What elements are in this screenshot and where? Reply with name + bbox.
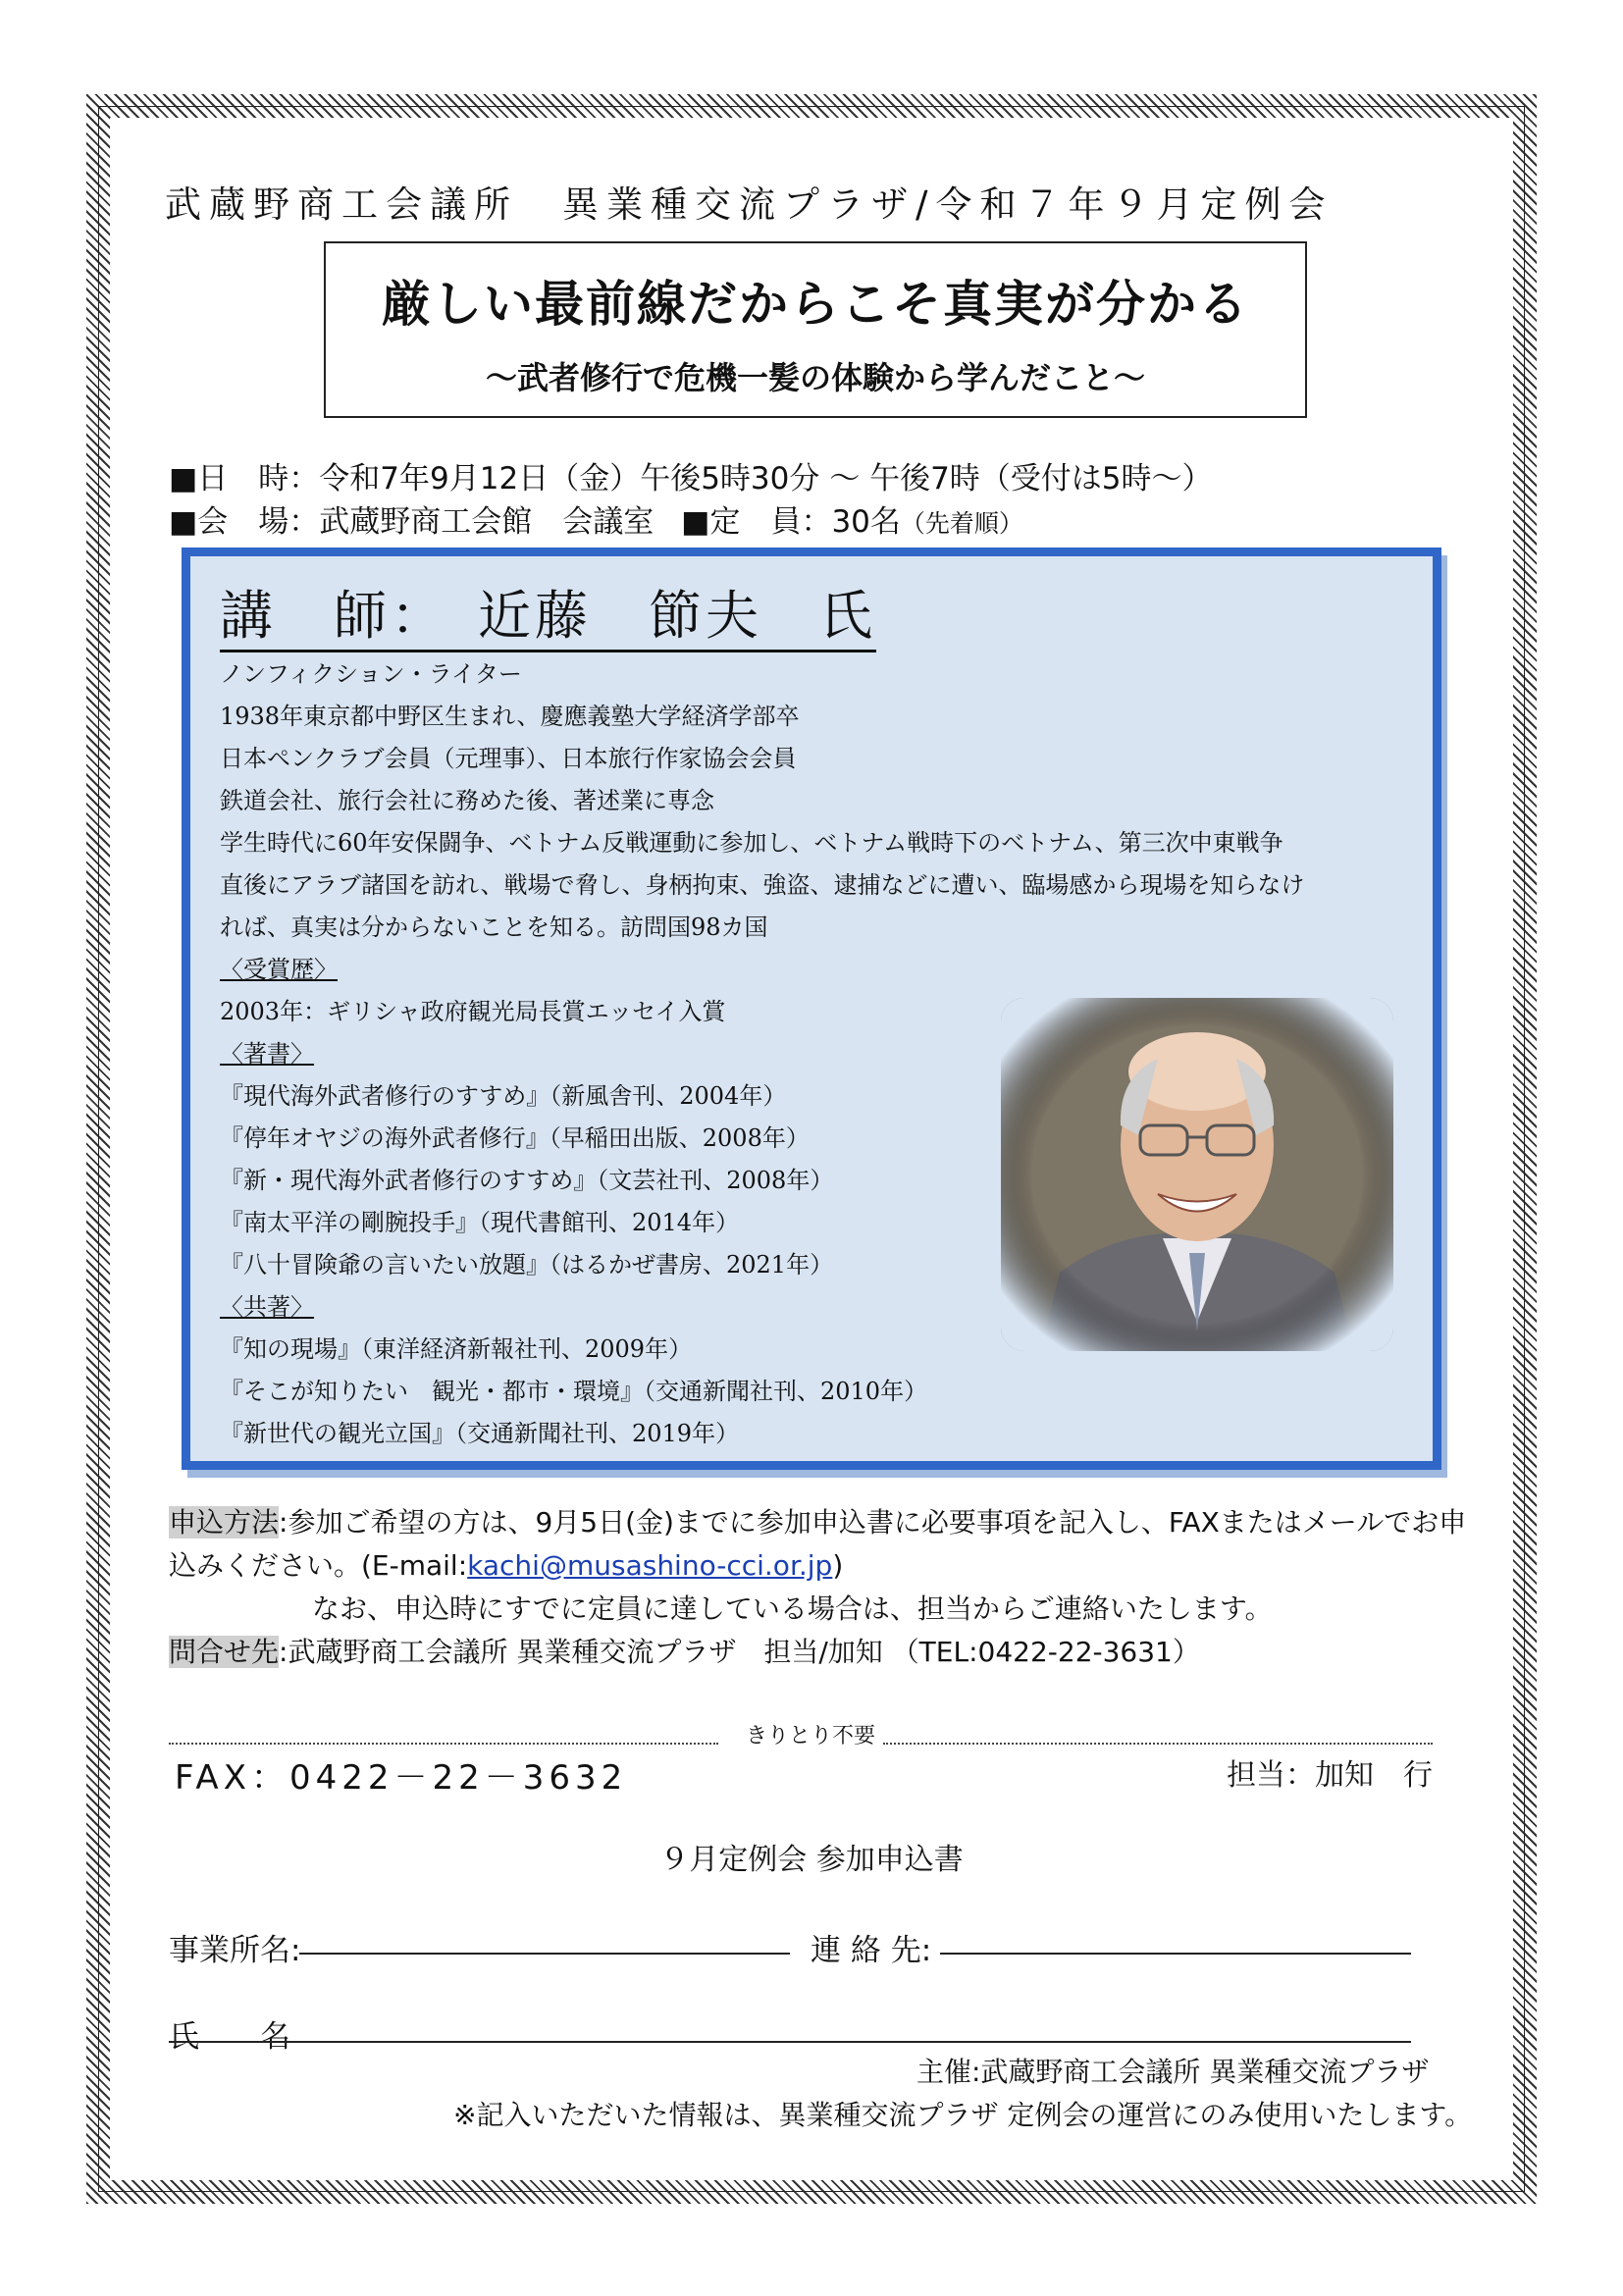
bio-line: 1938年東京都中野区生まれ、慶應義塾大学経済学部卒 — [220, 703, 800, 730]
email-link[interactable]: kachi@musashino-cci.or.jp — [467, 1549, 833, 1582]
books-heading: 〈著書〉 — [220, 1040, 314, 1068]
capacity-value: 30名 — [831, 504, 901, 540]
application-method-prefix: 込みください。(E-mail: — [169, 1549, 468, 1582]
application-method-line2 — [169, 1544, 843, 1584]
datetime-value: 令和7年9月12日（金）午後5時30分 ～ 午後7時（受付は5時～） — [319, 461, 1213, 496]
book-item: 『南太平洋の剛腕投手』（現代書館刊、2014年） — [220, 1209, 740, 1236]
header-organizer: 武蔵野商工会議所 異業種交流プラザ/令和７年９月定例会 — [165, 183, 1334, 226]
name-field[interactable] — [169, 2041, 1411, 2043]
datetime-label: ■日 時： — [169, 461, 320, 496]
coauthor-item: 『新世代の観光立国』（交通新聞社刊、2019年） — [220, 1420, 740, 1447]
contact-line — [169, 1631, 1200, 1670]
company-field[interactable] — [299, 1953, 790, 1955]
book-item: 『現代海外武者修行のすすめ』（新風舎刊、2004年） — [220, 1082, 787, 1110]
event-venue — [169, 496, 1023, 541]
application-method-suffix: ) — [832, 1549, 844, 1582]
award-item: 2003年：ギリシャ政府観光局長賞エッセイ入賞 — [220, 998, 726, 1025]
company-label: 事業所名: — [169, 1933, 301, 1968]
bio-line: 日本ペンクラブ会員（元理事）、日本旅行作家協会会員 — [220, 745, 797, 772]
bio-line: れば、真実は分からないことを知る。訪問国98カ国 — [220, 913, 768, 941]
cut-line-right — [883, 1743, 1433, 1745]
book-item: 『停年オヤジの海外武者修行』（早稲田出版、2008年） — [220, 1124, 810, 1152]
speaker-box — [182, 548, 1441, 1470]
name-label: 氏 名 — [169, 2019, 290, 2055]
main-title: 厳しい最前線だからこそ真実が分かる — [382, 276, 1249, 333]
bio-line: 鉄道会社、旅行会社に務めた後、著述業に専念 — [220, 787, 714, 814]
awards-heading: 〈受賞歴〉 — [220, 956, 338, 983]
speaker-photo — [1001, 998, 1393, 1351]
sub-title: ～武者修行で危機一髪の体験から学んだこと～ — [485, 359, 1145, 396]
bio-line: 直後にアラブ諸国を訪れ、戦場で脅し、身柄拘束、強盗、逮捕などに遭い、臨場感から現場を知らなけ — [220, 871, 1305, 899]
capacity-note: （先着順） — [900, 509, 1023, 538]
event-datetime — [169, 453, 1213, 497]
application-note: なお、申込時にすでに定員に達している場合は、担当からご連絡いたします。 — [312, 1592, 1273, 1625]
book-item: 『新・現代海外武者修行のすすめ』（文芸社刊、2008年） — [220, 1167, 834, 1194]
title-box — [324, 241, 1307, 418]
venue-value: 武蔵野商工会館 会議室 — [319, 504, 654, 540]
privacy-note: ※記入いただいた情報は、異業種交流プラザ 定例会の運営にのみ使用いたします。 — [453, 2099, 1473, 2131]
form-recipient: 担当：加知 行 — [1227, 1758, 1433, 1793]
contact-text: :武蔵野商工会議所 異業種交流プラザ 担当/加知 （TEL:0422-22-3631） — [279, 1636, 1200, 1668]
contact-field-label: 連 絡 先: — [811, 1933, 932, 1968]
speaker-portrait-image — [1001, 998, 1393, 1351]
book-item: 『八十冒険爺の言いたい放題』（はるかぜ書房、2021年） — [220, 1251, 834, 1278]
coauthor-heading: 〈共著〉 — [220, 1293, 314, 1321]
organizer-note: 主催:武蔵野商工会議所 異業種交流プラザ — [916, 2056, 1430, 2088]
application-method-line1 — [169, 1501, 1466, 1540]
capacity-label: ■定 員： — [681, 504, 832, 540]
speaker-heading: 講 師： 近藤 節夫 氏 — [220, 574, 876, 652]
cut-line-left — [169, 1743, 718, 1745]
coauthor-item: 『そこが知りたい 観光・都市・環境』（交通新聞社刊、2010年） — [220, 1378, 928, 1405]
bio-line: 学生時代に60年安保闘争、ベトナム反戦運動に参加し、ベトナム戦時下のベトナム、第三次中東戦争 — [220, 829, 1283, 857]
application-method-text: :参加ご希望の方は、9月5日(金)までに参加申込書に必要事項を記入し、FAXまたはメールでお申 — [279, 1506, 1467, 1539]
coauthor-item: 『知の現場』（東洋経済新報社刊、2009年） — [220, 1335, 693, 1363]
contact-label: 問合せ先 — [169, 1636, 280, 1668]
contact-field[interactable] — [940, 1953, 1411, 1955]
venue-label: ■会 場： — [169, 504, 320, 540]
cut-note: きりとり不要 — [746, 1724, 876, 1748]
fax-number: FAX：0422－22－3632 — [175, 1758, 628, 1798]
speaker-profession: ノンフィクション・ライター — [220, 660, 522, 688]
form-title: ９月定例会 参加申込書 — [659, 1843, 964, 1877]
application-method-label: 申込方法 — [169, 1506, 280, 1539]
